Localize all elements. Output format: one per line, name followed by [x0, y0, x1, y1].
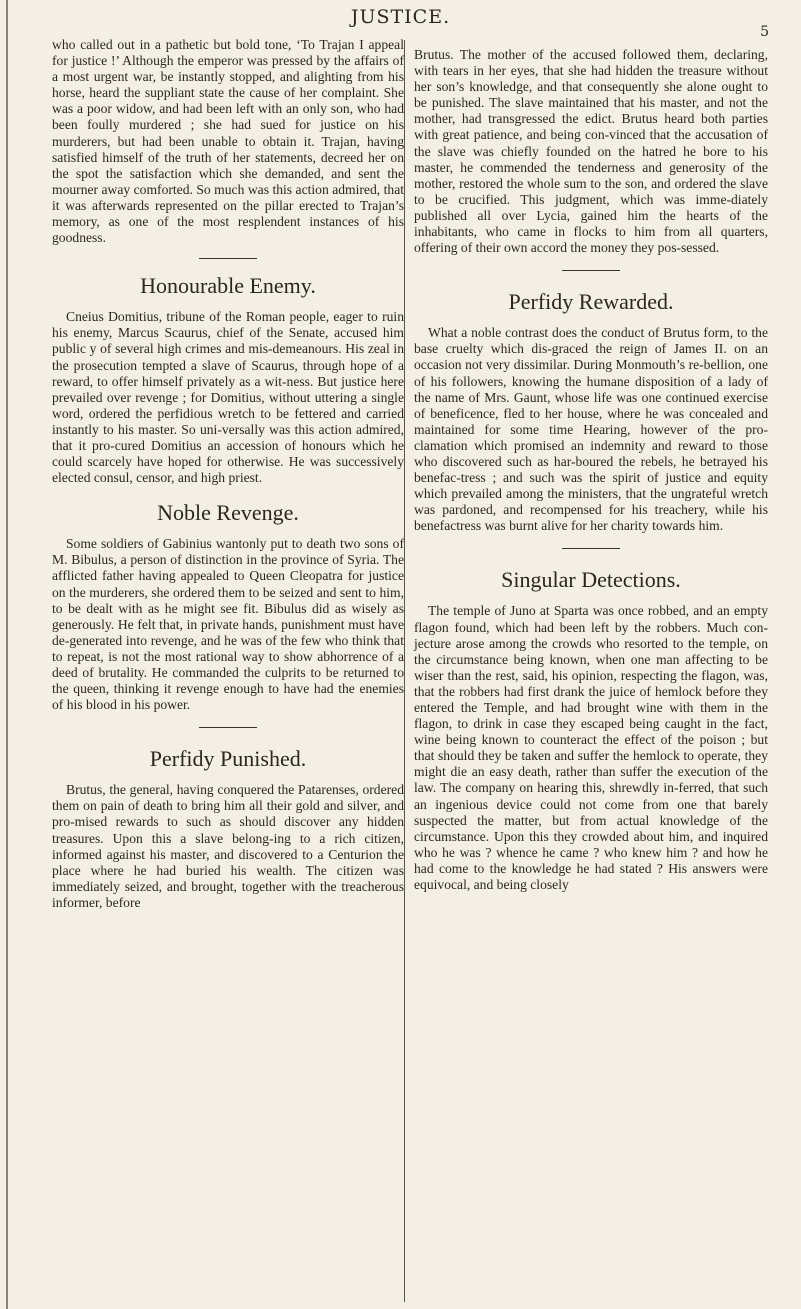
paragraph: Brutus, the general, having conquered the Patarenses, ordered them on pain of death to bring him all their gold and silver, and pro-mised rewards to such as should discover any hidden treasures. Upon this a slave belong-ing to a rich citizen, informed against his master, and discovered to a Centurion the place where he had buried his wealth. The citizen was immediately seized, and brought, together with the treacherous informer, before — [52, 782, 404, 910]
paragraph: What a noble contrast does the conduct of Brutus form, to the base cruelty which dis-graced the reign of James II. on an occasion not very dissimilar. During Monmouth’s re-bellion, one of his followers, knowing the humane disposition of a lady of the name of Mrs. Gaunt, whose life was one continued exercise of beneficence, fled to her house, where he was concealed and maintained for some time Hearing, however of the pro-clamation which promised an indemnity and reward to those who discovered such as har-boured the rebels, he betrayed his benefac-tress ; and such was the spirit of justice and equity which prevailed among the ministers, that the ungrateful wretch was pardoned, and recompensed for his treachery, while his benefactress was burnt alive for her charity towards him. — [414, 325, 768, 534]
paragraph: Brutus. The mother of the accused followed them, declaring, with tears in her eyes, that she had hidden the treasure without her son’s knowledge, and that consequently she alone ought to be punished. The slave maintained that his master, and not the mother, had transgressed the edict. Brutus heard both parties with great patience, and being con-vinced that the accusation of the slave was chiefly founded on the hatred he bore to his master, he commended the tenderness and generosity of the mother, restored the whole sum to the son, and ordered the slave to be crucified. This judgment, which was imme-diately published all over Lycia, gained him the hearts of the inhabitants, who came in flocks to him from all quarters, offering of their own accord the money they pos-sessed. — [414, 47, 768, 256]
page-edge-shadow — [6, 0, 8, 1309]
paragraph: The temple of Juno at Sparta was once robbed, and an empty flagon found, which had been left by the robbers. Much con-jecture arose among the crowds who resorted to the temple, on the circumstance being known, when one man affecting to be wiser than the rest, said, his opinion, respecting the flagon, was, that the robbers had first drank the juice of hemlock before they entered the Temple, and had brought wine with them in the flagon, to drink in case they escaped being caught in the fact, wine being known to counteract the effect of the poison ; but that should they be taken and suffer the hemlock to operate, they might die an easy death, rather than suffer the execution of the law. The company on hearing this, shrewdly in-ferred, that such an ingenious device could not come from one that barely suspected the matter, but from actual knowledge of the circumstance. Upon this they crowded about him, and inquired who he was ? whence he came ? who knew him ? and how he had come to the knowledge he had stated ? His answers were equivocal, and being closely — [414, 603, 768, 893]
section-heading: Noble Revenge. — [157, 500, 299, 526]
right-column — [414, 37, 768, 893]
section-rule — [562, 270, 620, 271]
section-heading: Perfidy Punished. — [149, 746, 307, 772]
section-heading: Perfidy Rewarded. — [508, 289, 674, 315]
paragraph: Some soldiers of Gabinius wantonly put to death two sons of M. Bibulus, a person of distinction in the province of Syria. The afflicted father having appealed to Queen Cleopatra for justice on the murderers, she ordered them to be seized and sent to him, to be dealt with as he might see fit. Bibulus did as wisely as generously. He felt that, in private hands, punishment must have de-generated into revenge, and he was of the few who think that to repeat, is not the most rational way to show abhorrence of a deed of brutality. He commanded the culprits to be returned to the queen, thinking it revenge enough to have had the enemies of his blood in his power. — [52, 536, 404, 713]
paragraph: Cneius Domitius, tribune of the Roman people, eager to ruin his enemy, Marcus Scaurus, chief of the Senate, accused him public y of several high crimes and mis-demeanours. His zeal in the prosecution tempted a slave of Scaurus, through hope of a reward, to offer himself privately as a wit-ness. But justice here prevailed over revenge ; for Domitius, without uttering a single word, ordered the perfidious wretch to be fettered and carried instantly to his master. So uni-versally was this action admired, that it pro-cured Domitius an accession of honours which he could scarcely have hoped for otherwise. He was successively elected consul, censor, and high priest. — [52, 309, 404, 486]
section-rule — [562, 548, 620, 549]
page-title: JUSTICE. — [350, 6, 451, 28]
section-rule — [199, 727, 257, 728]
paragraph: who called out in a pathetic but bold tone, ‘To Trajan I appeal for justice !’ Although the emperor was pressed by the affairs of a most urgent war, be instantly stopped, and alighting from his horse, heard the suppliant state the cause of her complaint. She was a poor widow, and had been left with an only son, who had been foully murdered ; she had sued for justice on his murderers, but had been unable to obtain it. Trajan, having satisfied himself of the truth of her statements, decreed her on the spot the satisfaction which she demanded, and sent the mourner away comforted. So much was this action admired, that it was afterwards represented on the pillar erected to Trajan’s memory, as one of the most resplendent instances of his goodness. — [52, 37, 404, 246]
page-number: 5 — [760, 24, 769, 40]
section-heading: Singular Detections. — [501, 567, 681, 593]
section-heading: Honourable Enemy. — [140, 273, 316, 299]
section-rule — [199, 258, 257, 259]
column-divider — [404, 40, 405, 1302]
left-column — [52, 37, 404, 911]
